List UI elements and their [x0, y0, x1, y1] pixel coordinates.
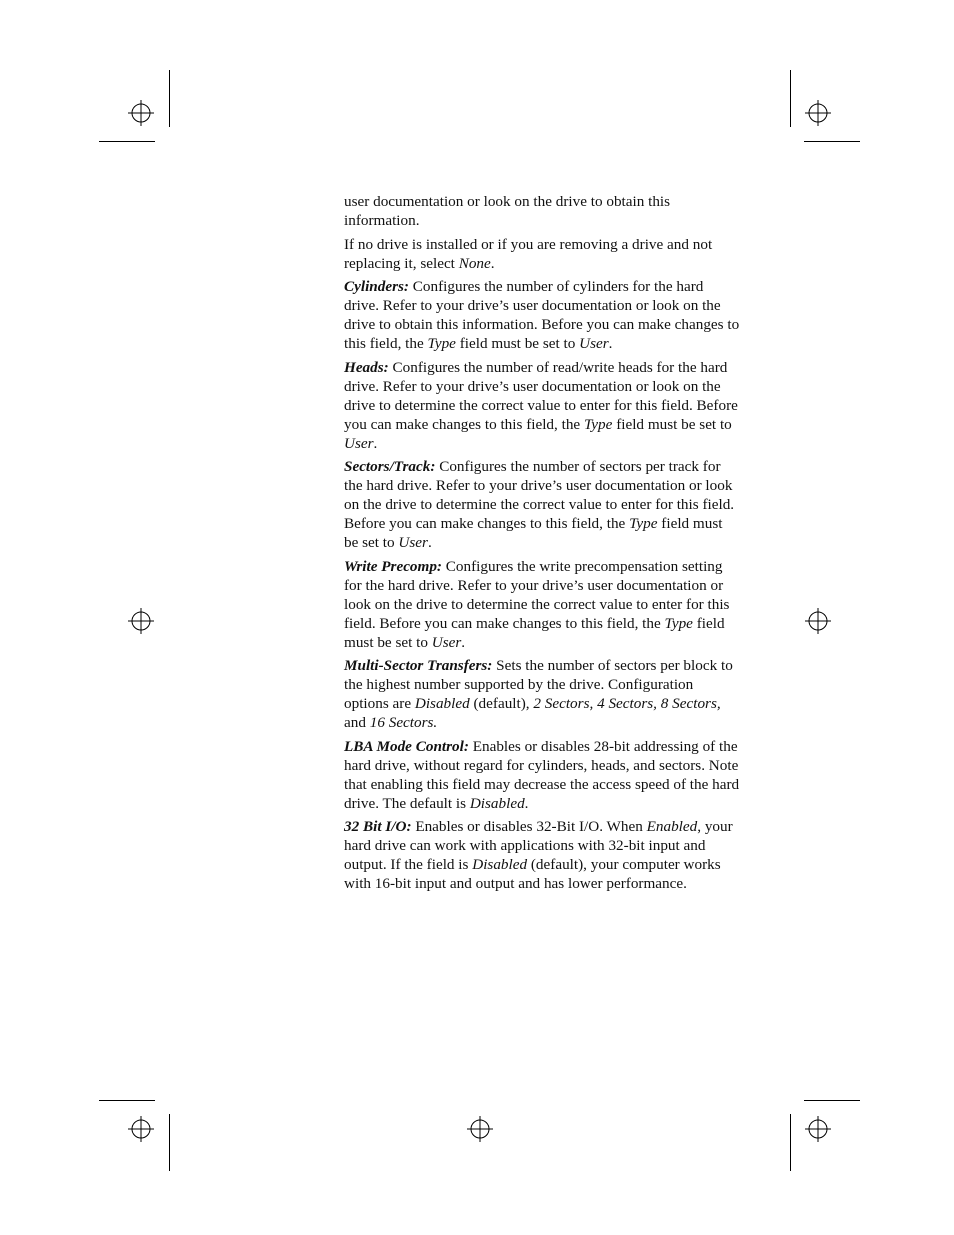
italic-value: Type	[583, 415, 613, 433]
paragraph	[344, 358, 740, 453]
crop-mark-top-right-vertical	[790, 70, 791, 127]
paragraph-text: .	[608, 335, 613, 352]
registration-mark-middle-left-icon	[128, 608, 154, 634]
registration-mark-bottom-center-icon	[467, 1116, 493, 1142]
paragraph-text: , your hard drive can work with applications with 32-bit input and output. If the field is	[344, 818, 733, 873]
paragraph-text: If no drive is installed or if you are removing a drive and not replacing it, select	[344, 235, 713, 272]
paragraph-text: and	[344, 714, 370, 731]
crop-mark-bottom-right-vertical	[790, 1114, 791, 1171]
field-term: Multi-Sector Transfers:	[344, 657, 493, 674]
paragraph-text: .	[427, 534, 432, 551]
registration-mark-top-right-icon	[805, 100, 831, 126]
field-term: LBA Mode Control:	[344, 737, 469, 755]
registration-mark-middle-right-icon	[805, 608, 831, 634]
italic-value: Type	[664, 614, 693, 632]
italic-value: Type	[629, 515, 658, 532]
field-term: 32 Bit I/O:	[344, 818, 412, 835]
paragraph	[344, 277, 740, 353]
italic-value: Type	[427, 335, 456, 352]
paragraph-text: .	[524, 794, 529, 812]
paragraph-text: (default),	[469, 695, 534, 712]
crop-mark-bottom-right-horizontal	[804, 1100, 860, 1101]
paragraph-text: (default), your computer works with 16-bit input and output and has lower performance.	[344, 856, 721, 892]
paragraph-text: field must be set to	[344, 515, 723, 551]
paragraph-text: user documentation or look on the drive to obtain this information.	[344, 193, 671, 229]
crop-mark-top-left-horizontal	[99, 141, 155, 142]
paragraph-text: .	[461, 633, 466, 651]
italic-value: User	[398, 534, 428, 551]
italic-value: Enabled	[646, 818, 698, 835]
crop-mark-top-right-horizontal	[804, 141, 860, 142]
paragraph	[344, 457, 740, 552]
paragraph-text: field must be set to	[455, 335, 580, 352]
registration-mark-bottom-right-icon	[805, 1116, 831, 1142]
paragraph-text: Configures the write precompensation setting for the hard drive. Refer to your drive’s user documentation or look on the drive to determine the correct value to enter for this field. Before you can make changes to this field, the	[344, 557, 730, 632]
field-term: Write Precomp:	[344, 557, 442, 575]
paragraph-text: Configures the number of cylinders for the hard drive. Refer to your drive’s user documentation or look on the drive to obtain this information. Before you can make changes to this field, the	[344, 278, 740, 352]
body-text	[344, 192, 740, 898]
registration-mark-top-left-icon	[128, 100, 154, 126]
paragraph-text: .	[373, 434, 378, 452]
italic-value: Disabled	[472, 856, 528, 873]
paragraph	[344, 192, 740, 230]
paragraph	[344, 737, 740, 813]
field-term: Heads:	[344, 358, 389, 376]
paragraph-text: Configures the number of sectors per track for the hard drive. Refer to your drive’s user documentation or look on the drive to determine the correct value to enter for this field. Before you can make changes to this field, the	[344, 458, 735, 532]
paragraph-text: .	[490, 254, 495, 272]
paragraph-text: Configures the number of read/write heads for the hard drive. Refer to your drive’s user documentation or look on the drive to determine the correct value to enter for this field. Before you can make changes to this field, the	[344, 358, 738, 433]
paragraph-text: Enables or disables 32-Bit I/O. When	[411, 818, 647, 835]
italic-value: 2 Sectors, 4 Sectors, 8 Sectors,	[533, 695, 721, 712]
italic-value: 16 Sectors.	[369, 714, 438, 731]
paragraph	[344, 557, 740, 652]
italic-value: Disabled	[469, 794, 525, 812]
paragraph	[344, 656, 740, 732]
registration-mark-bottom-left-icon	[128, 1116, 154, 1142]
crop-mark-bottom-left-vertical	[169, 1114, 170, 1171]
paragraph-text: Enables or disables 28-bit addressing of the hard drive, without regard for cylinders, heads, and sectors. Note that enabling this field may decrease the access speed of the hard drive. The default is	[344, 737, 740, 812]
italic-value: None	[458, 254, 491, 272]
crop-mark-bottom-left-horizontal	[99, 1100, 155, 1101]
paragraph	[344, 235, 740, 273]
italic-value: User	[344, 434, 374, 452]
italic-value: Disabled	[414, 695, 470, 712]
italic-value: User	[431, 633, 462, 651]
paragraph-text: field must be set to	[344, 614, 725, 651]
paragraph	[344, 817, 740, 893]
field-term: Sectors/Track:	[344, 458, 436, 475]
italic-value: User	[579, 335, 609, 352]
crop-mark-top-left-vertical	[169, 70, 170, 127]
paragraph-text: Sets the number of sectors per block to the highest number supported by the drive. Configuration options are	[344, 657, 733, 712]
paragraph-text: field must be set to	[612, 415, 732, 433]
field-term: Cylinders:	[344, 278, 409, 295]
